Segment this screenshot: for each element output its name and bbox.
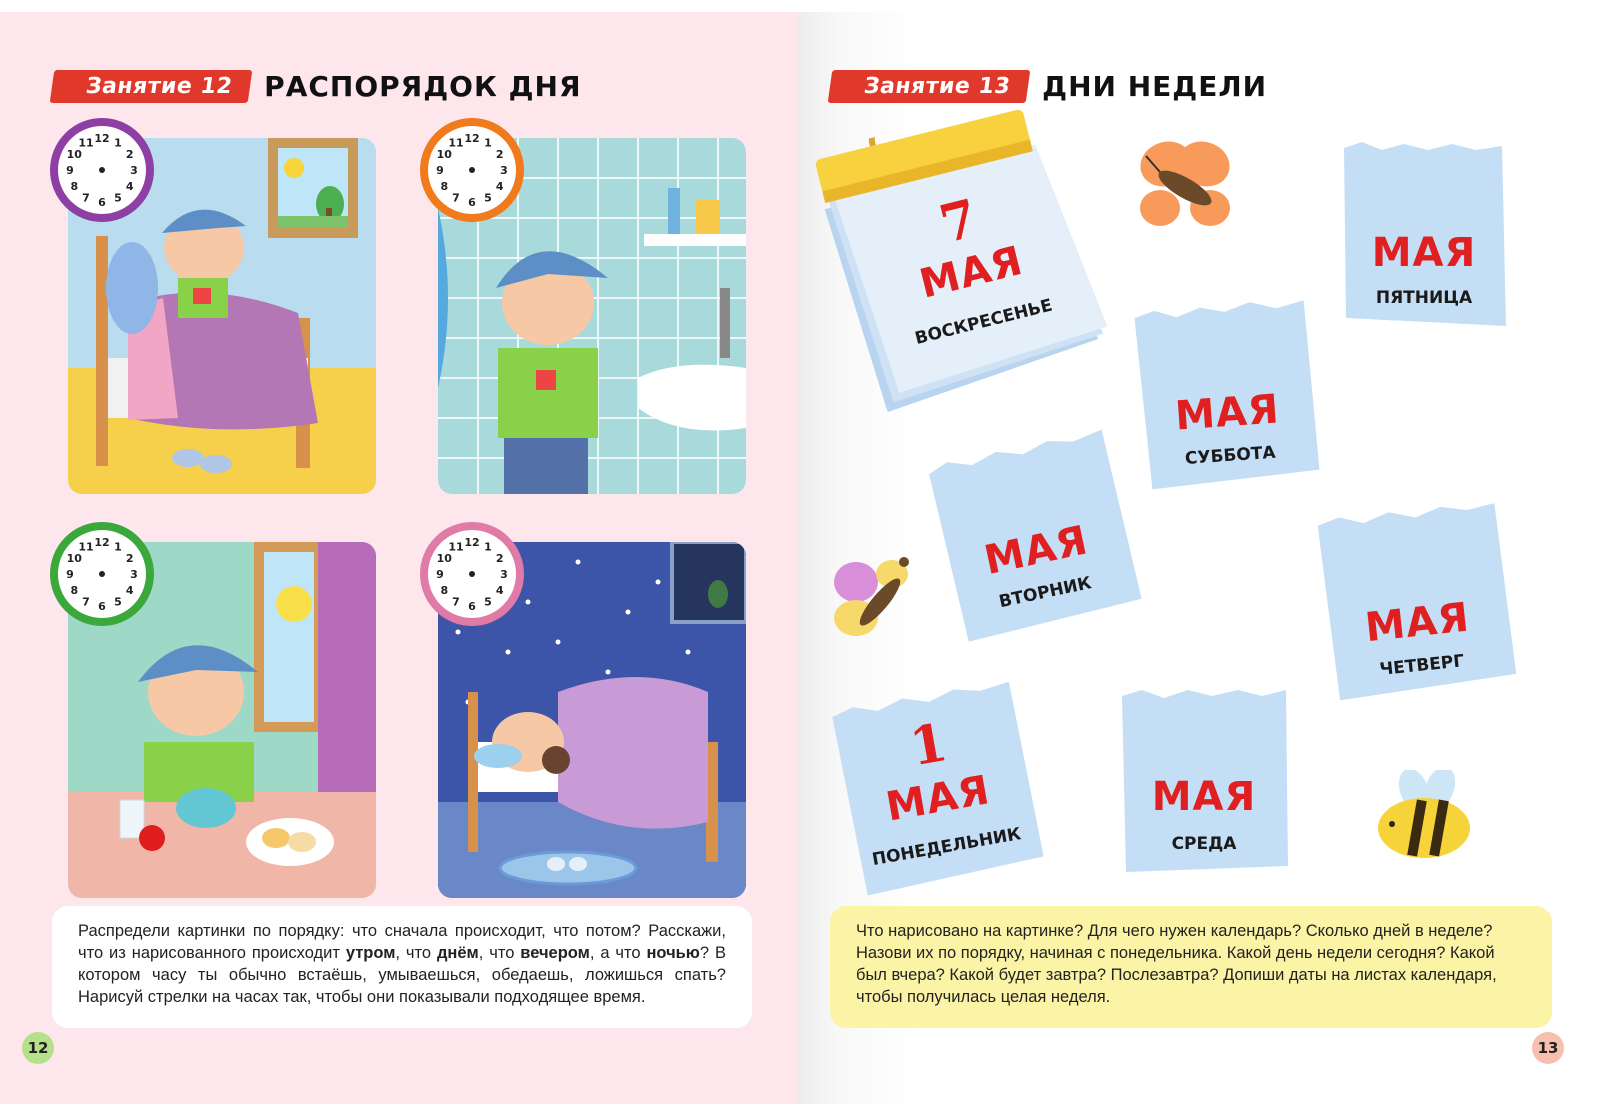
clock-numeral: 3 (500, 164, 508, 177)
clock-numeral: 5 (484, 595, 492, 609)
clock-center-dot (469, 571, 475, 577)
clock-numeral: 9 (66, 568, 74, 581)
clock-numeral: 7 (452, 191, 460, 205)
calendar-month: МАЯ (980, 517, 1093, 585)
clock-numeral: 5 (114, 191, 122, 205)
instruction-part: ? В котором часу ты обычно встаёшь, умываешься, обедаешь, ложишься спать? Нарисуй стрелки на часах так, чтобы они показывали подходящее время. (78, 944, 726, 1006)
calendar-date: 1 (905, 711, 952, 779)
clock-numeral: 6 (98, 196, 106, 209)
clock-numeral: 10 (66, 148, 82, 161)
page-number: 13 (1532, 1032, 1564, 1064)
clock-numeral: 8 (70, 584, 79, 597)
instruction-part: , что (478, 944, 521, 962)
calendar-month: МАЯ (1173, 386, 1282, 440)
left-page (0, 12, 798, 1104)
clock-numeral: 2 (495, 552, 504, 565)
clock-face[interactable] (420, 118, 524, 222)
clock-numeral: 12 (464, 536, 480, 549)
calendar-date: 7 (933, 187, 984, 256)
clock-numbers (428, 530, 516, 618)
lesson-tag: Занятие 12 (50, 70, 253, 103)
clock-numbers (428, 126, 516, 214)
clock-numeral: 4 (125, 180, 134, 193)
lesson-title: ДНИ НЕДЕЛИ (1042, 69, 1268, 103)
instruction-part: , а что (589, 944, 647, 962)
clock-numeral: 8 (440, 180, 449, 193)
clock-numeral: 7 (82, 191, 90, 205)
calendar-month: МАЯ (1151, 774, 1257, 820)
calendar-month: МАЯ (1371, 230, 1477, 276)
clock-numeral: 11 (448, 136, 464, 150)
clock-center-dot (99, 167, 105, 173)
calendar-month: МАЯ (1363, 594, 1472, 652)
instruction-text (52, 906, 752, 1028)
calendar-day: ВТОРНИК (997, 573, 1094, 613)
clock-numeral: 6 (468, 600, 476, 613)
calendar-sheet-thursday[interactable] (1313, 499, 1517, 701)
clock-numeral: 12 (94, 536, 110, 549)
clock-numeral: 9 (436, 164, 444, 177)
clock-numeral: 11 (78, 540, 94, 554)
instruction-bold: вечером (520, 944, 590, 962)
clock-face[interactable] (50, 118, 154, 222)
clock-numeral: 3 (130, 568, 138, 581)
clock-numbers (58, 126, 146, 214)
clock-numeral: 1 (114, 540, 122, 554)
clock-numeral: 8 (440, 584, 449, 597)
calendar-month: МАЯ (915, 237, 1028, 308)
clock-numeral: 12 (464, 132, 480, 145)
page-number: 12 (22, 1032, 54, 1064)
butterfly-icon (826, 546, 926, 646)
bee-icon (1370, 770, 1480, 870)
right-page (798, 12, 1600, 1104)
clock-numeral: 1 (484, 136, 492, 150)
clock-numeral: 4 (495, 584, 504, 597)
clock-center-dot (469, 167, 475, 173)
calendar-day: ПОНЕДЕЛЬНИК (870, 824, 1023, 871)
clock-numeral: 2 (125, 552, 134, 565)
clock-numeral: 10 (436, 552, 452, 565)
clock-numeral: 2 (125, 148, 134, 161)
clock-numeral: 9 (436, 568, 444, 581)
clock-numeral: 7 (82, 595, 90, 609)
clock-numeral: 2 (495, 148, 504, 161)
clock-numeral: 5 (484, 191, 492, 205)
clock-numeral: 10 (436, 148, 452, 161)
clock-numeral: 9 (66, 164, 74, 177)
clock-numeral: 11 (78, 136, 94, 150)
instruction-bold: ночью (646, 944, 700, 962)
clock-numeral: 8 (70, 180, 79, 193)
calendar-sheet-wednesday[interactable] (1120, 688, 1288, 872)
clock-numeral: 4 (495, 180, 504, 193)
clock-numeral: 1 (114, 136, 122, 150)
clock-numeral: 11 (448, 540, 464, 554)
calendar-sheet-tuesday[interactable] (923, 427, 1143, 644)
instruction-text: Что нарисовано на картинке? Для чего нужен календарь? Сколько дней в неделе? Назови их по порядку, начиная с понедельника. Какой день недели сегодня? Какой был вчера? Какой будет завтра? Послезавтра? Допиши даты на листах календаря, чтобы получилась целая неделя. (830, 906, 1552, 1028)
lesson-header-12 (52, 64, 582, 108)
butterfly-icon (1120, 132, 1250, 242)
calendar-sheet-friday[interactable] (1342, 142, 1506, 326)
clock-numeral: 5 (114, 595, 122, 609)
clock-numeral: 6 (468, 196, 476, 209)
calendar-day: ЧЕТВЕРГ (1378, 651, 1466, 681)
calendar-sheet-sunday[interactable] (803, 90, 1135, 437)
clock-numeral: 1 (484, 540, 492, 554)
clock-numeral: 3 (500, 568, 508, 581)
clock-center-dot (99, 571, 105, 577)
instruction-bold: днём (436, 944, 479, 962)
calendar-day: СУББОТА (1184, 442, 1277, 469)
calendar-sheet-monday[interactable] (827, 677, 1045, 897)
clock-numeral: 4 (125, 584, 134, 597)
clock-numeral: 6 (98, 600, 106, 613)
instruction-part: Распредели картинки по порядку: что сначала происходит, что потом? Расскажи, что из нарисованного происходит (78, 922, 726, 962)
lesson-title: РАСПОРЯДОК ДНЯ (264, 69, 582, 103)
clock-numbers (58, 530, 146, 618)
clock-numeral: 12 (94, 132, 110, 145)
clock-numeral: 7 (452, 595, 460, 609)
calendar-day: ВОСКРЕСЕНЬЕ (913, 295, 1055, 349)
lesson-tag: Занятие 13 (828, 70, 1031, 103)
clock-numeral: 10 (66, 552, 82, 565)
clock-face[interactable] (420, 522, 524, 626)
calendar-day: ПЯТНИЦА (1375, 288, 1473, 308)
instruction-part: , что (395, 944, 437, 962)
instruction-bold: утром (345, 944, 396, 962)
calendar-day: СРЕДА (1171, 834, 1237, 854)
clock-face[interactable] (50, 522, 154, 626)
calendar-sheet-saturday[interactable] (1132, 298, 1320, 490)
calendar-month: МАЯ (882, 767, 994, 831)
clock-numeral: 3 (130, 164, 138, 177)
